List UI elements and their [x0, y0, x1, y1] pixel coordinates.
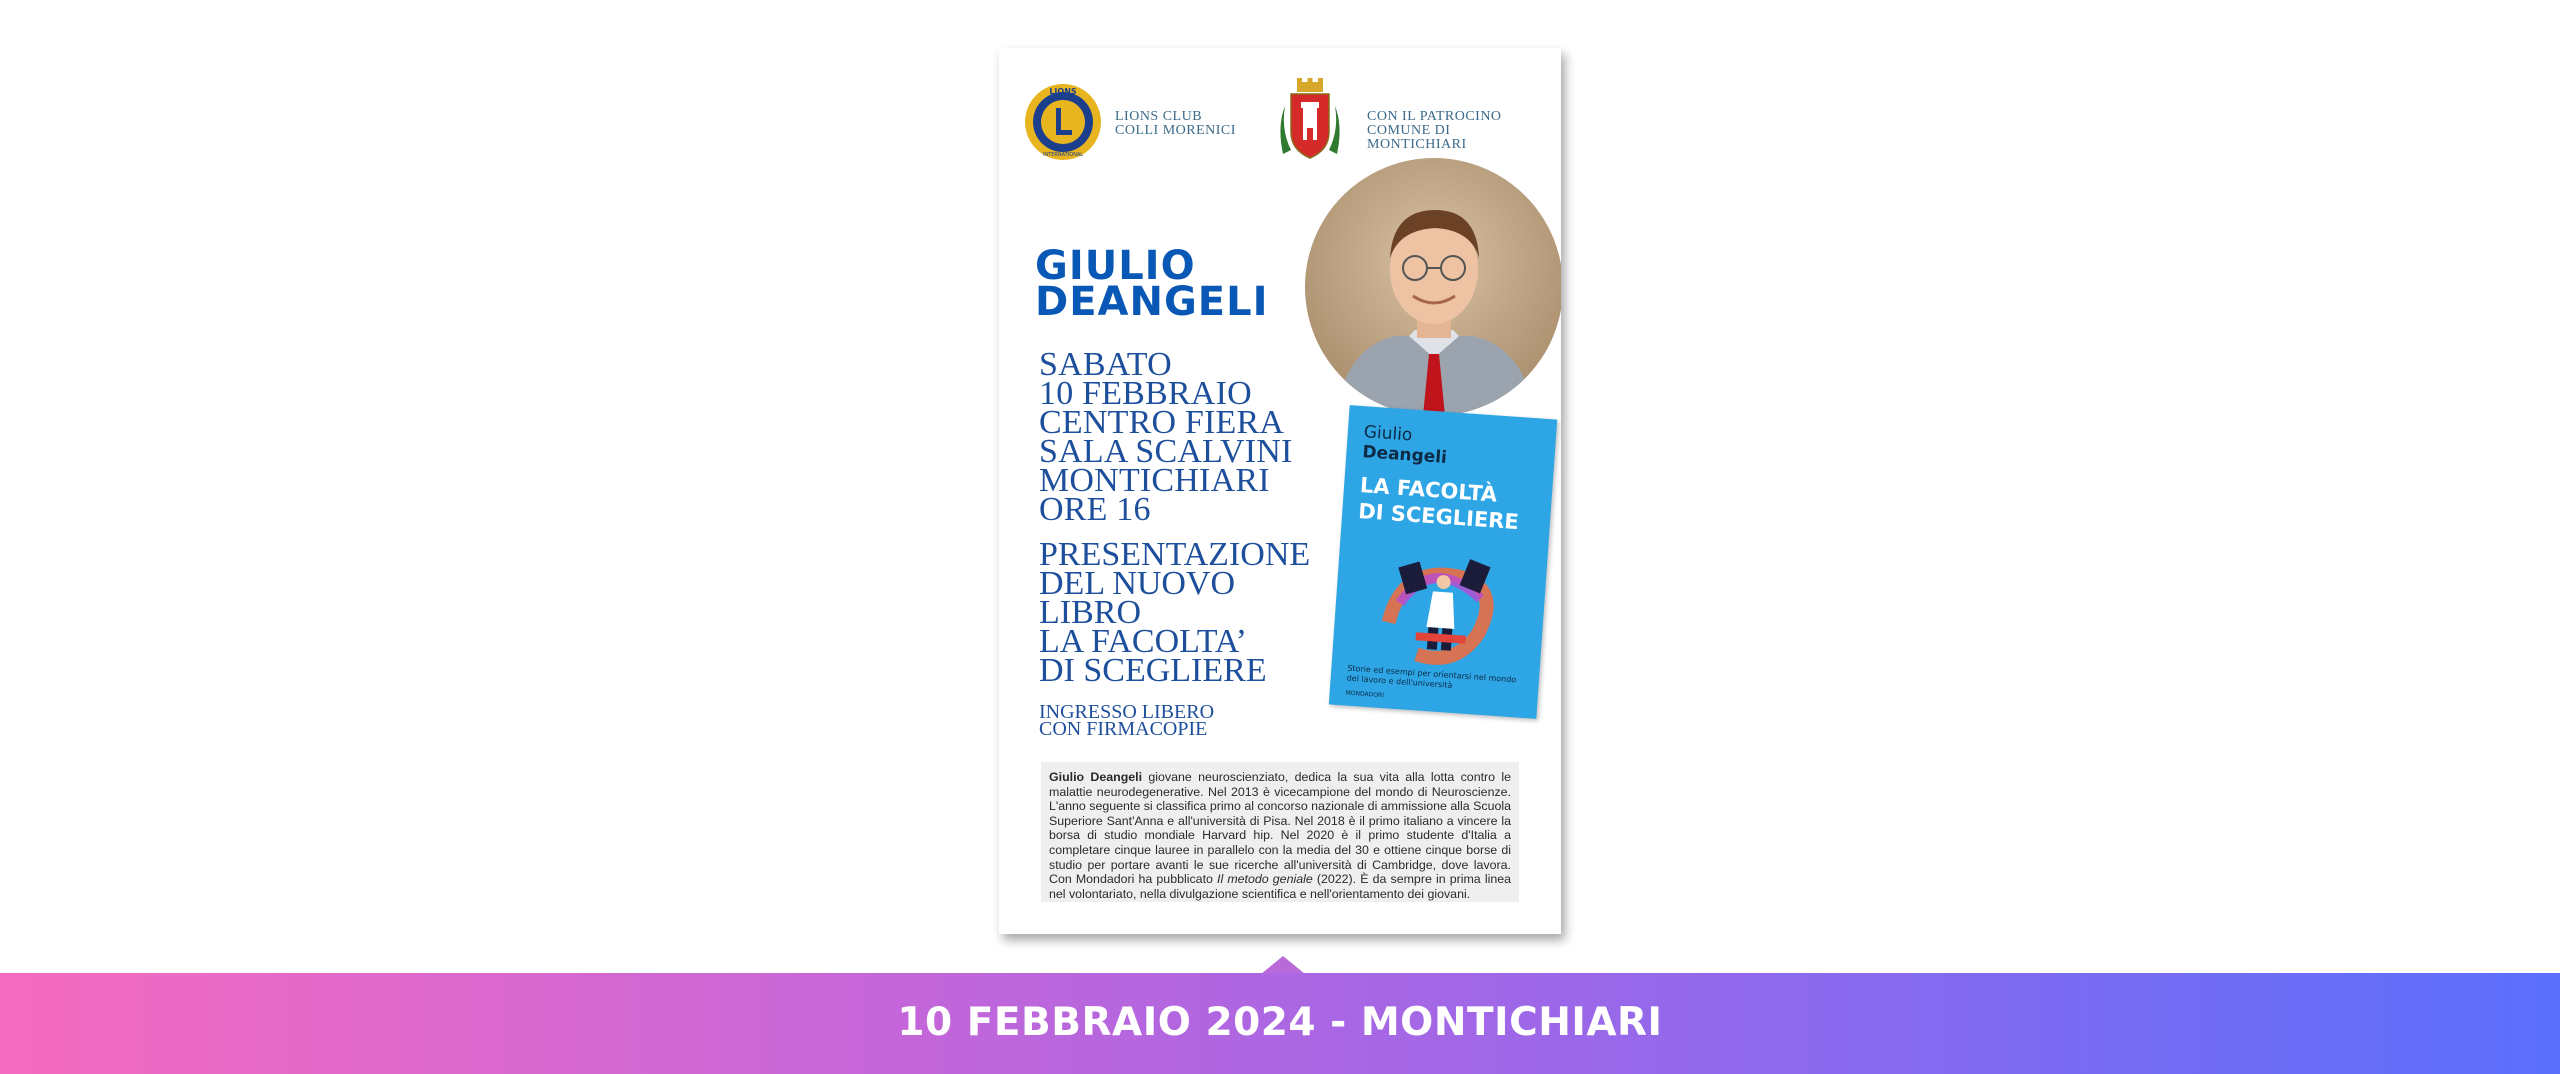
presentation-line: DI SCEGLIERE: [1039, 652, 1267, 689]
author-portrait: [1305, 158, 1561, 416]
montichiari-crest-icon: [1275, 76, 1345, 166]
presentation-line: PRESENTAZIONE: [1039, 536, 1311, 573]
event-line: SABATO: [1039, 346, 1172, 383]
book-author-first: Giulio: [1363, 422, 1413, 446]
author-first-name: GIULIO: [1035, 243, 1196, 289]
event-line: 10 FEBBRAIO: [1039, 375, 1252, 412]
book-title-line-1: LA FACOLTÀ: [1359, 473, 1498, 507]
presentation-line: DEL NUOVO: [1039, 565, 1236, 602]
lions-logo-text: LIONS: [1049, 87, 1077, 96]
bio-book-title: Il metodo geniale: [1217, 872, 1313, 887]
patronage-text: [1367, 110, 1502, 152]
lions-line-1: LIONS CLUB: [1115, 109, 1203, 124]
organizer-row: [1023, 66, 1537, 156]
banner-pointer: [1261, 956, 1305, 974]
book-cover: [1329, 405, 1557, 719]
entry-line: INGRESSO LIBERO: [1039, 701, 1215, 723]
event-line: CENTRO FIERA: [1039, 404, 1285, 441]
presentation-details: [1039, 536, 1311, 689]
lions-logo-subtext: INTERNATIONAL: [1042, 152, 1084, 158]
entry-info: [1039, 701, 1215, 740]
event-line: MONTICHIARI: [1039, 462, 1270, 499]
book-publisher: MONDADORI: [1345, 689, 1385, 700]
book-illustration-icon: [1365, 531, 1514, 680]
author-last-name: DEANGELI: [1035, 279, 1269, 325]
book-author-last: Deangeli: [1361, 442, 1448, 468]
lions-club-name: [1115, 110, 1236, 138]
event-line: SALA SCALVINI: [1039, 433, 1293, 470]
lions-club-logo: [1023, 82, 1103, 162]
event-poster: [999, 48, 1561, 934]
author-bio: [1041, 762, 1519, 902]
patron-line-2: COMUNE DI: [1367, 123, 1451, 138]
patron-line-1: CON IL PATROCINO: [1367, 109, 1502, 124]
event-banner: [0, 973, 2560, 1074]
author-name: [1035, 243, 1269, 325]
book-subtitle: Storie ed esempi per orientarsi nel mondo del lavoro e dell'università: [1346, 663, 1517, 690]
bio-author-name: Giulio Deangeli: [1049, 770, 1143, 784]
bio-text-part-1: giovane neuroscienziato, dedica la sua vita alla lotta contro le malattie neurodegenerative. Nel 2013 è vicecampione del mondo di Neuroscienze. L'anno seguente si classifica primo al concorso nazionale di ammissione alla Scuola Superiore Sant'Anna e all'università di Pisa. Nel 2018 è il primo italiano a vincere la borsa di studio mondiale Harvard hip. Nel 2020 è il primo studente d'Italia a completare cinque lauree in parallelo con la media del 30 e ottiene cinque borse di studio per portare avanti le sue ricerche all'università di Cambridge, dove lavora. Con Mondadori ha pubblicato: [1049, 770, 1511, 887]
event-line: ORE 16: [1039, 491, 1151, 528]
book-title: [1357, 472, 1521, 535]
presentation-line: LA FACOLTA’: [1039, 623, 1247, 660]
patron-line-3: MONTICHIARI: [1367, 137, 1467, 152]
presentation-line: LIBRO: [1039, 594, 1141, 631]
bio-text-part-2: (2022). È da sempre in prima linea nel volontariato, nella divulgazione scientifica e nell'orientamento dei giovani.: [1049, 872, 1511, 901]
entry-line: CON FIRMACOPIE: [1039, 718, 1208, 740]
event-details: [1039, 346, 1293, 528]
banner-title: 10 FEBBRAIO 2024 - MONTICHIARI: [897, 1000, 1663, 1045]
book-title-line-2: DI SCEGLIERE: [1357, 499, 1520, 535]
lions-line-2: COLLI MORENICI: [1115, 123, 1236, 138]
